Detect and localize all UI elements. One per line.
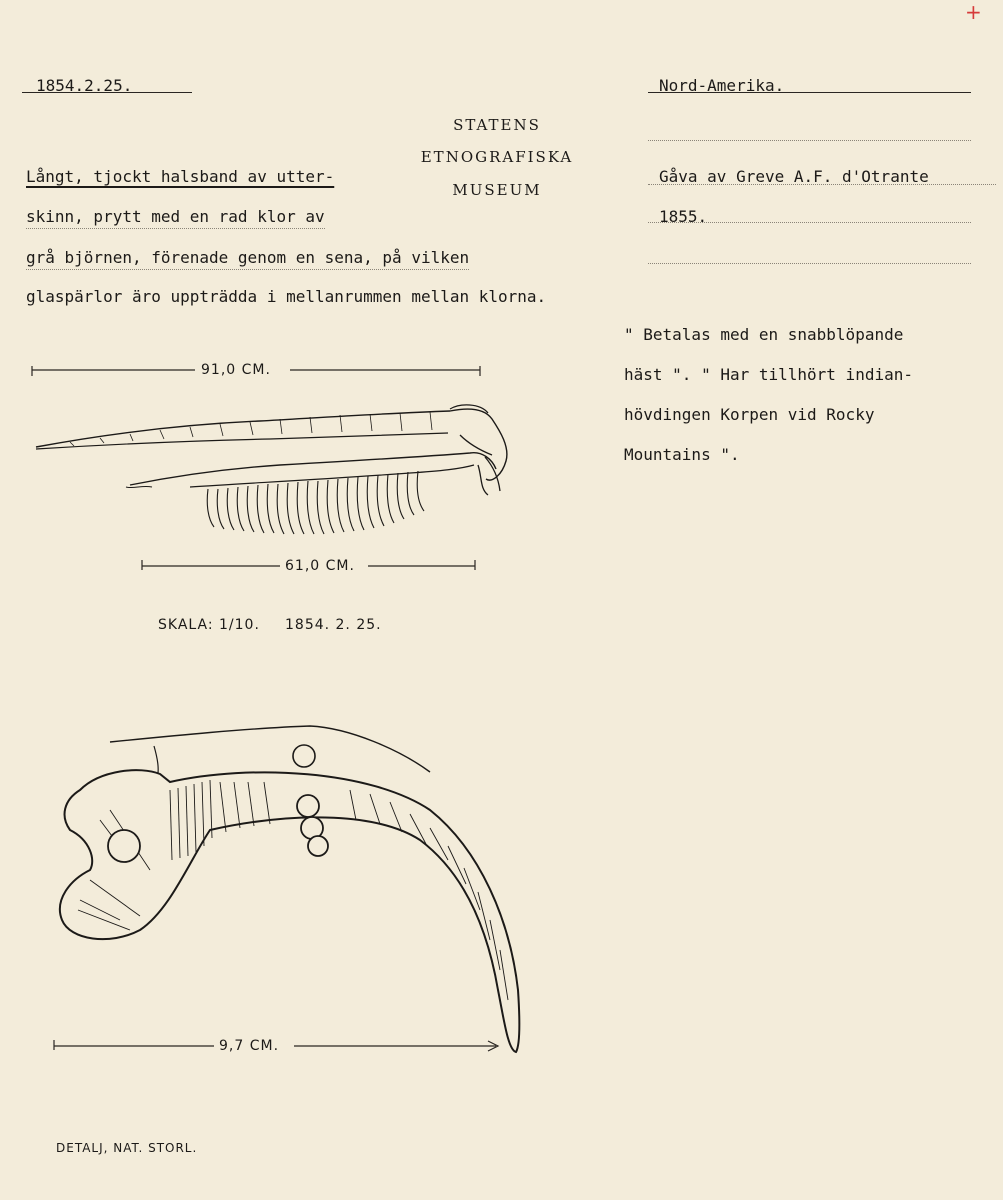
stamp-line-3: MUSEUM xyxy=(452,181,542,199)
stamp-line-2: ETNOGRAFISKA xyxy=(420,148,574,166)
scale-number: 1854. 2. 25. xyxy=(285,617,382,633)
length-bottom-label: 61,0 CM. xyxy=(285,558,355,574)
length-top-label: 91,0 CM. xyxy=(201,362,271,378)
donor: Gåva av Greve A.F. d'Otrante xyxy=(659,167,929,186)
year: 1855. xyxy=(659,207,708,226)
stamp-line-1: STATENS xyxy=(453,116,541,134)
note-line-4: Mountains ". xyxy=(624,445,740,464)
scale-label: SKALA: 1/10. xyxy=(158,617,260,633)
detail-caption: DETALJ, NAT. STORL. xyxy=(56,1141,198,1155)
note-line-2: häst ". " Har tillhört indian- xyxy=(624,365,913,384)
description-line-4: glaspärlor äro uppträdda i mellanrummen mellan klorna. xyxy=(26,287,547,306)
plus-mark-icon: + xyxy=(965,0,982,24)
description-line-2: skinn, prytt med en rad klor av xyxy=(26,207,325,229)
description-line-3: grå björnen, förenade genom en sena, på vilken xyxy=(26,248,469,270)
description-line-1: Långt, tjockt halsband av utter- xyxy=(26,167,335,186)
catalog-number: 1854.2.25. xyxy=(36,76,133,95)
detail-length-label: 9,7 CM. xyxy=(219,1038,280,1054)
note-line-3: hövdingen Korpen vid Rocky xyxy=(624,405,875,424)
note-line-1: " Betalas med en snabblöpande xyxy=(624,325,904,344)
region: Nord-Amerika. xyxy=(659,76,785,95)
